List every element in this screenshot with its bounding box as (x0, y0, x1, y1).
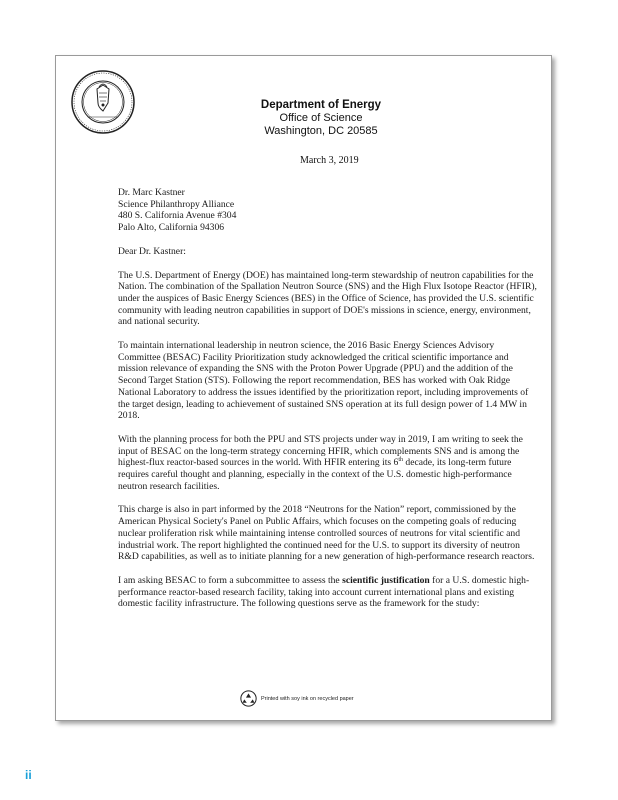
page-number: ii (25, 768, 32, 782)
letter-page (55, 55, 552, 721)
paragraph-5 (118, 575, 538, 610)
paragraph-1: The U.S. Department of Energy (DOE) has maintained long-term stewardship of neutron capabilities for the Nation. The combination of the Spallation Neutron Source (SNS) and the High Flux Isotope Reactor (HFIR), under the auspices of Basic Energy Sciences (BES) in the Office of Science, has provided the U.S. scientific community with leading neutron capabilities in support of DOE's missions in science, energy, environment, and national security. (118, 269, 537, 328)
recipient-address (118, 187, 538, 234)
paragraph-5-bold: scientific justification (342, 574, 430, 586)
paragraph-3 (118, 434, 538, 493)
letterhead-city: Washington, DC 20585 (264, 125, 378, 137)
recipient-org: Science Philanthropy Alliance (118, 198, 235, 210)
paragraph-5-part-2: for a U.S. domestic high-performance reactor-based research facility, taking into account current international plans and existing domestic facility infrastructure. The following questions serve as the framework for the study: (118, 574, 530, 610)
paragraph-3-part-2: decade, its long-term future requires careful thought and planning, especially in the context of the U.S. domestic high-performance neutron research facilities. (118, 457, 512, 492)
paragraph-2: To maintain international leadership in neutron science, the 2016 Basic Energy Sciences Advisory Committee (BESAC) Facility Prioritization study acknowledged the critical scientific importance and mission relevance of expanding the SNS with the Proton Power Upgrade (PPU) and the addition of the Second Target Station (STS). Following the report recommendation, BES has worked with Oak Ridge National Laboratory to address the issues identified by the prioritization report, including improvements of the target design, leading to achievement of sustained SNS operation at its full design power of 1.4 MW in 2018. (118, 340, 529, 422)
letterhead (206, 98, 436, 138)
doe-seal-icon (70, 69, 136, 135)
paragraph-3-superscript: th (398, 457, 404, 464)
paragraph-3-part-1: With the planning process for both the PPU and STS projects under way in 2019, I am writing to seek the input of BESAC on the long-term strategy concerning HFIR, which complements SNS and is among the highest-flux reactor-based sources in the world. With HFIR entering its 6 (118, 433, 523, 469)
letterhead-office: Office of Science (279, 112, 363, 124)
letter-body (118, 187, 538, 610)
paragraph-4: This charge is also in part informed by the 2018 “Neutrons for the Nation” report, commissioned by the American Physical Society's Panel on Public Affairs, which focuses on the competing goals of reducing nuclear proliferation risk while maintaining intense controlled sources of neutrons for vital scientific and industrial work. The report highlighted the continued need for the U.S. to support its diversity of neutron R&D capabilities, as well as to initiate planning for a new generation of high-performance research reactors. (118, 504, 535, 563)
paragraph-5-part-1: I am asking BESAC to form a subcommittee to assess the (118, 574, 343, 586)
footer-text: Printed with soy ink on recycled paper (261, 695, 354, 702)
recycled-paper-footer (240, 690, 354, 707)
recycle-icon (240, 690, 257, 707)
letterhead-agency: Department of Energy (260, 99, 382, 111)
letter-date: March 3, 2019 (300, 155, 359, 166)
salutation: Dear Dr. Kastner: (118, 245, 186, 257)
recipient-street: 480 S. California Avenue #304 (118, 210, 237, 222)
recipient-name: Dr. Marc Kastner (118, 187, 185, 198)
recipient-city: Palo Alto, California 94306 (118, 222, 225, 234)
